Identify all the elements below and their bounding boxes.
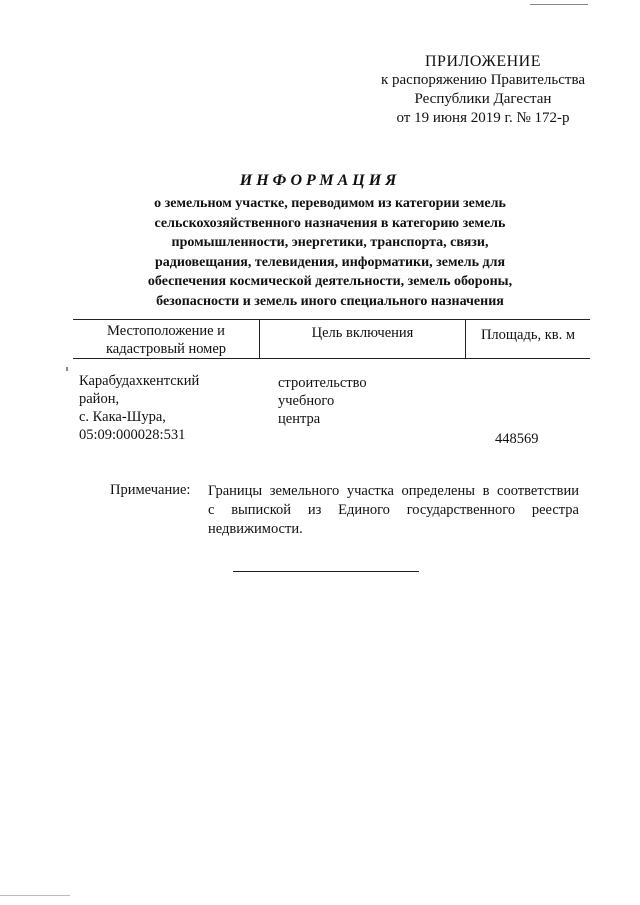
location-line: Карабудахкентский [79, 373, 200, 389]
subtitle-line: безопасности и земель иного специального назначения [156, 293, 504, 309]
purpose-line: строительство [278, 375, 367, 391]
header-purpose: Цель включения [260, 320, 466, 358]
note-line: недвижимости. [208, 521, 303, 537]
note-line: с выпиской из Единого государственного реестра [208, 502, 579, 518]
location-line: с. Кака-Шура, [79, 409, 166, 425]
subtitle-line: о земельном участке, переводимом из категории земель [154, 196, 506, 211]
purpose-line: центра [278, 411, 321, 427]
appendix-title: ПРИЛОЖЕНИЕ [424, 53, 541, 70]
location-line: 05:09:000028:531 [79, 427, 186, 443]
scan-speck [0, 895, 70, 896]
scan-speck [530, 4, 588, 5]
header-area: Площадь, кв. м [480, 327, 576, 343]
scan-speck [66, 367, 68, 371]
location-line: район, [79, 391, 120, 407]
note-line: Границы земельного участка определены в соответствии [208, 483, 579, 499]
appendix-line-3: от 19 июня 2019 г. № 172-р [396, 110, 570, 126]
appendix-block [381, 52, 585, 128]
cell-purpose [278, 374, 367, 428]
note-text [208, 482, 579, 539]
appendix-line-1: к распоряжению Правительства [380, 72, 585, 88]
appendix-line-2: Республики Дагестан [414, 91, 552, 107]
subtitle-line: сельскохозяйственного назначения в категорию земель [154, 215, 506, 231]
cell-area: 448569 [495, 431, 539, 447]
end-divider [233, 571, 419, 572]
subtitle-line: радиовещания, телевидения, информатики, земель для [154, 254, 506, 270]
purpose-line: учебного [278, 393, 335, 409]
header-location-line: Местоположение и [107, 323, 225, 339]
header-location-line: кадастровый номер [105, 341, 227, 357]
document-subtitle [110, 194, 550, 311]
document-title: ИНФОРМАЦИЯ [239, 172, 401, 189]
header-location [73, 320, 260, 358]
note-label: Примечание: [110, 482, 191, 498]
table-header [73, 319, 590, 359]
subtitle-line: промышленности, энергетики, транспорта, связи, [171, 235, 489, 250]
cell-location [79, 372, 199, 444]
subtitle-line: обеспечения космической деятельности, земель обороны, [147, 274, 513, 289]
